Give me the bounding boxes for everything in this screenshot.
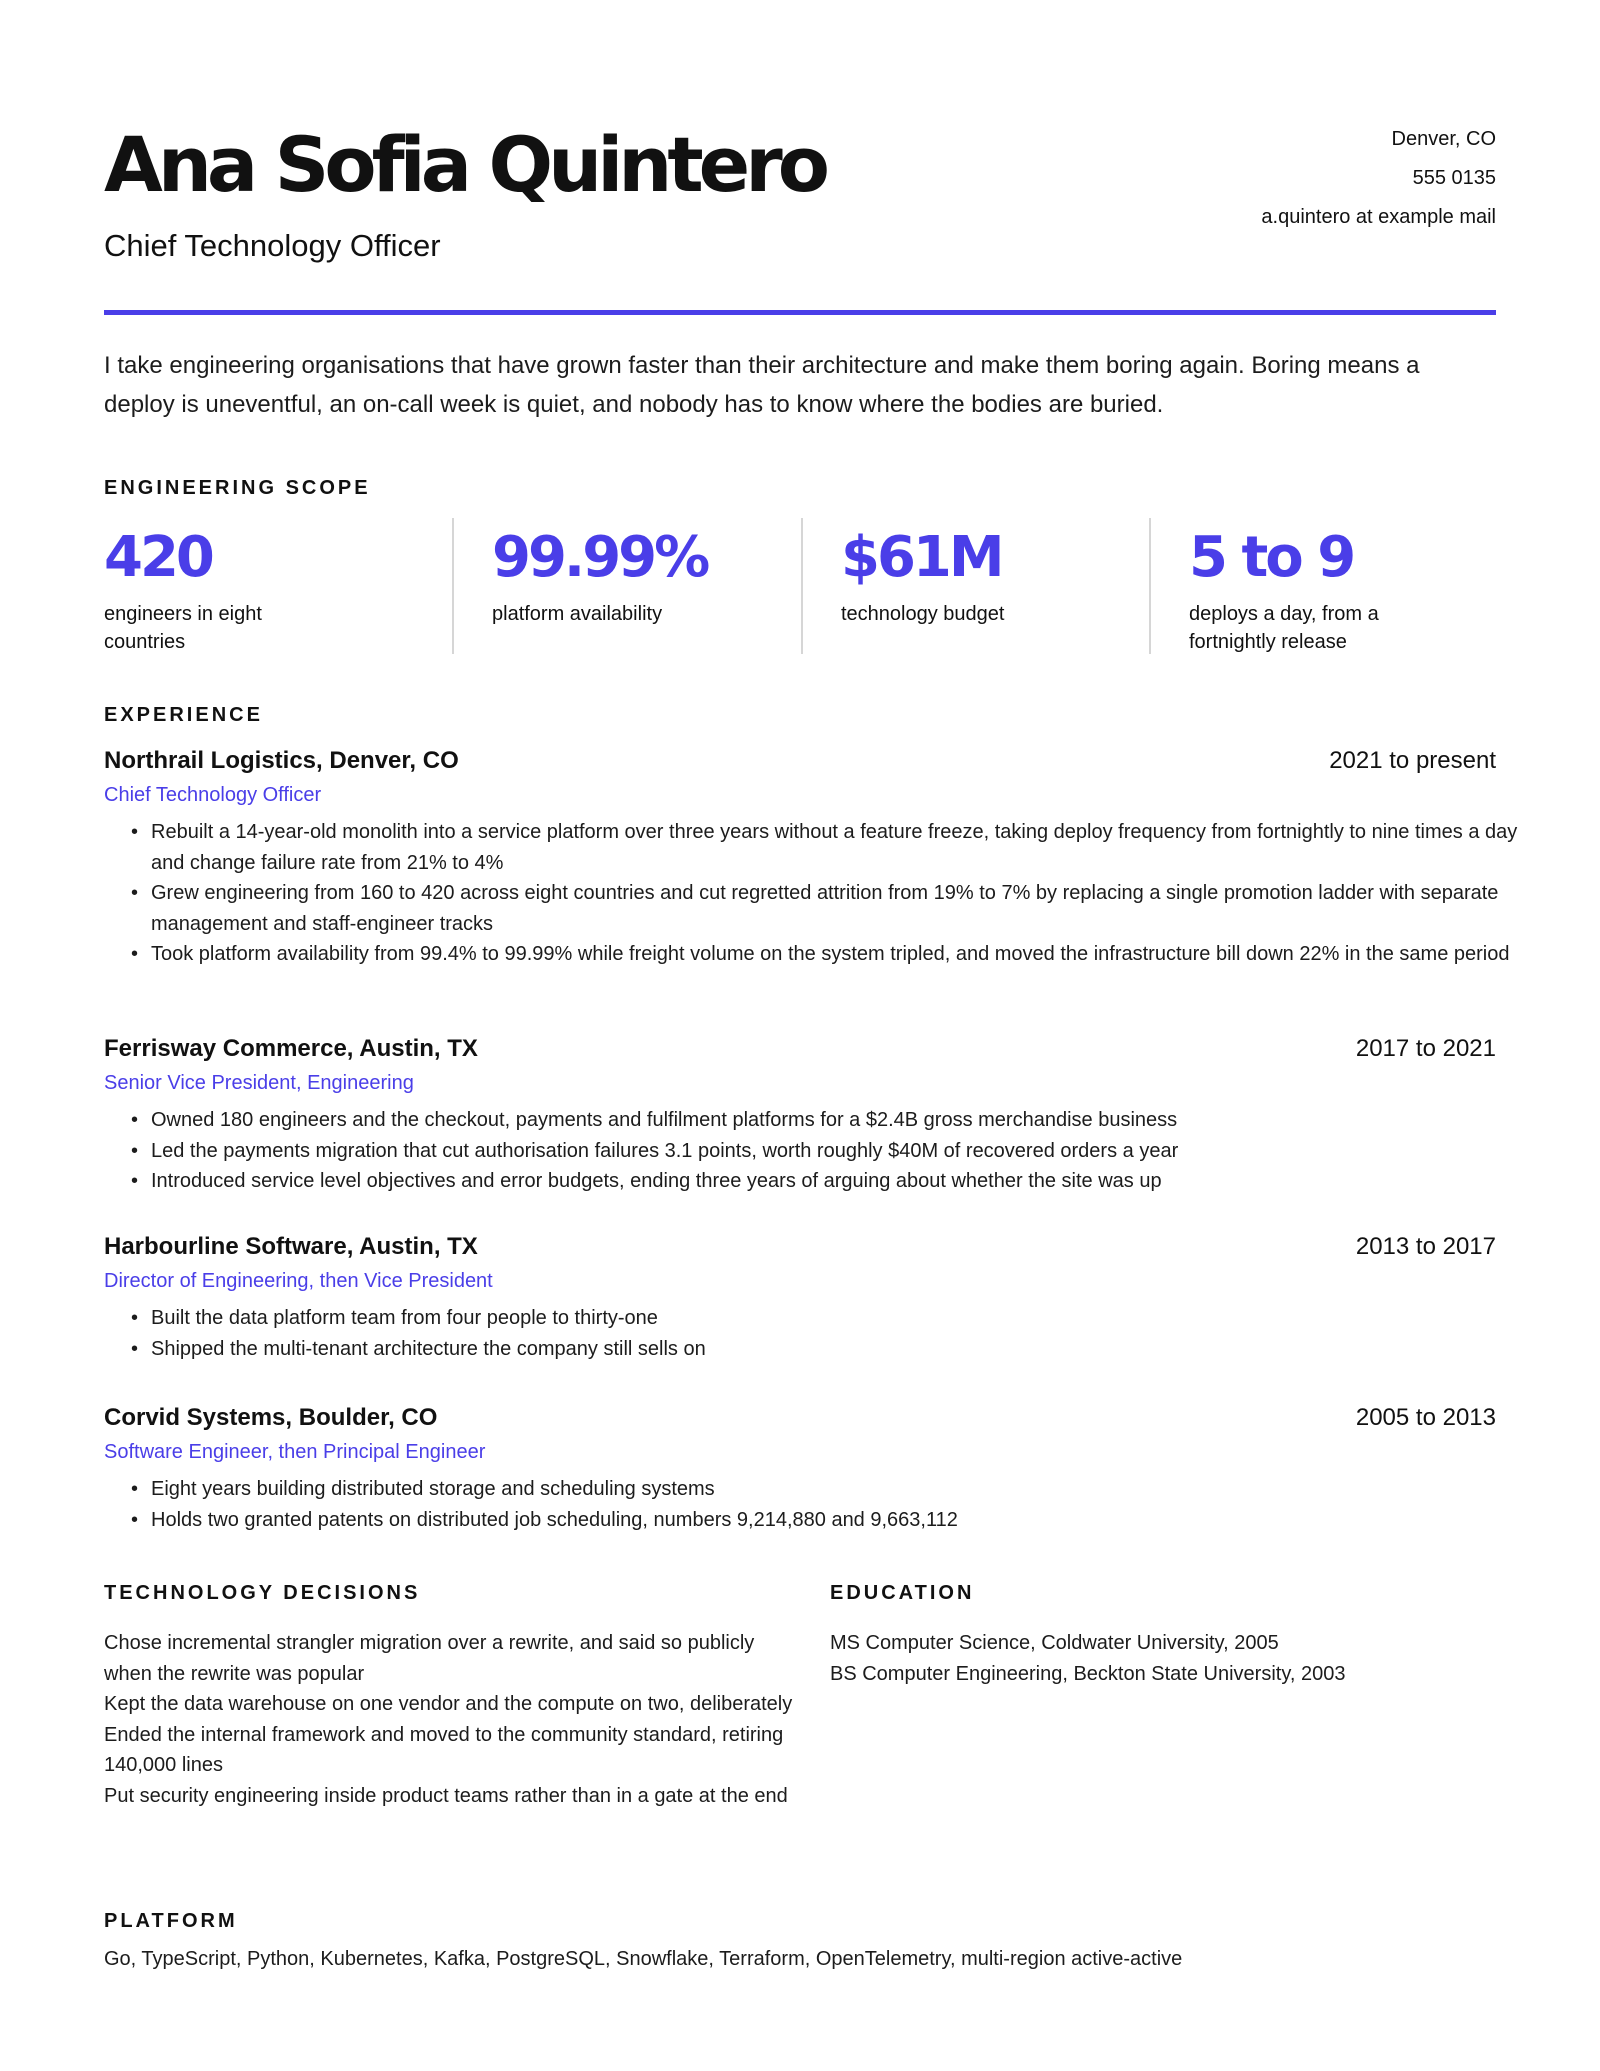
bullet-text: Introduced service level objectives and error budgets, ending three years of arguing about whether the site was up [151,1170,1162,1192]
job-entry [104,743,1524,970]
job-company: Harbourline Software, Austin, TX [104,1233,478,1260]
job-role: Director of Engineering, then Vice President [104,1270,493,1292]
job-company: Northrail Logistics, Denver, CO [104,747,459,774]
education-section [830,1580,1496,1689]
metric-value: 5 to 9 [1189,525,1354,590]
list-item: Kept the data warehouse on one vendor and the compute on two, deliberately [104,1693,793,1715]
header-divider [104,310,1496,315]
job-entry [104,1229,1524,1364]
bullet-text: Holds two granted patents on distributed job scheduling, numbers 9,214,880 and 9,663,112 [151,1508,958,1531]
bullet-text: Took platform availability from 99.4% to 99.99% while freight volume on the system tripled, and moved the infrastructure bill down 22% in the same period [151,943,1510,965]
platform-section [104,1908,1496,1974]
job-company: Ferrisway Commerce, Austin, TX [104,1035,478,1062]
section-heading-platform: PLATFORM [104,1910,238,1932]
list-item: Ended the internal framework and moved to the community standard, retiring 140,000 lines [104,1723,784,1776]
technology-decisions-section [104,1580,794,1811]
list-item [104,817,1524,878]
job-bullets [104,1303,1524,1364]
platform-list: Go, TypeScript, Python, Kubernetes, Kafka, PostgreSQL, Snowflake, Terraform, OpenTelemetry, multi-region active-active [104,1948,1183,1970]
bullet-text: Owned 180 engineers and the checkout, payments and fulfilment platforms for a $2.4B gross merchandise business [151,1109,1178,1131]
bullet-text: Led the payments migration that cut authorisation failures 3.1 points, worth roughly $40M of recovered orders a year [151,1139,1179,1162]
job-dates: 2013 to 2017 [1355,1233,1496,1260]
section-heading-scope: ENGINEERING SCOPE [104,477,371,499]
job-header [104,1229,1524,1265]
bullet-dot: • [131,1139,139,1162]
metric-divider [1149,518,1151,654]
metric-value: $61M [841,525,1002,590]
section-heading-technology-decisions: TECHNOLOGY DECISIONS [104,1582,421,1604]
job-bullets [104,1105,1524,1197]
bullet-dot: • [131,821,139,843]
section-heading-experience: EXPERIENCE [104,704,263,726]
bullet-dot: • [131,1337,139,1360]
list-item [104,1474,1524,1505]
contact-phone: 555 0135 [1412,167,1496,189]
job-bullets [104,817,1524,970]
bullet-dot: • [131,1170,139,1192]
job-header [104,743,1524,779]
list-item [104,1105,1524,1136]
metric-value: 420 [104,525,212,590]
bullet-dot: • [131,943,139,965]
list-item [104,878,1524,939]
summary-paragraph: I take engineering organisations that have grown faster than their architecture and make them boring again. Boring means a deploy is uneventful, an on-call week is quiet, and nobody has to know where the bodies are buried. [104,352,1420,418]
job-entry [104,1400,1524,1535]
metric-label: engineers in eight countries [104,603,262,653]
job-header [104,1031,1524,1067]
bullet-text: Grew engineering from 160 to 420 across eight countries and cut regretted attrition from 19% to 7% by replacing a single promotion ladder with separate management and staff-engineer tracks [151,882,1499,935]
metric-divider [801,518,803,654]
bullet-dot: • [131,882,139,904]
technology-decisions-list [104,1628,794,1811]
job-role: Senior Vice President, Engineering [104,1072,414,1094]
job-dates: 2017 to 2021 [1355,1035,1496,1062]
job-dates: 2021 to present [1329,747,1496,774]
job-bullets [104,1474,1524,1535]
candidate-title: Chief Technology Officer [104,228,441,263]
list-item: BS Computer Engineering, Beckton State University, 2003 [830,1662,1346,1685]
job-dates: 2005 to 2013 [1355,1404,1496,1431]
list-item [104,1505,1524,1536]
metric-value: 99.99% [492,525,708,590]
resume-page [104,0,1518,2071]
scope-metrics [104,518,1496,654]
list-item: MS Computer Science, Coldwater University, 2005 [830,1632,1279,1654]
section-heading-education: EDUCATION [830,1582,975,1604]
contact-block [1261,120,1496,237]
list-item [104,1166,1524,1197]
bullet-dot: • [131,1307,139,1329]
job-header [104,1400,1524,1436]
bullet-text: Built the data platform team from four people to thirty-one [151,1307,658,1329]
bullet-dot: • [131,1109,139,1131]
contact-location: Denver, CO [1391,128,1496,150]
resume-header [104,118,1496,278]
list-item [104,1334,1524,1365]
bullet-text: Rebuilt a 14-year-old monolith into a service platform over three years without a feature freeze, taking deploy frequency from fortnightly to nine times a day and change failure rate from 21% to 4% [151,821,1518,874]
bullet-dot: • [131,1508,139,1531]
candidate-name: Ana Sofia Quintero [104,120,825,209]
list-item [104,939,1524,970]
education-list [830,1628,1496,1689]
metric-label: platform availability [492,603,663,625]
list-item [104,1136,1524,1167]
list-item [104,1303,1524,1334]
metric-label: deploys a day, from a fortnightly release [1189,603,1379,653]
bullet-text: Shipped the multi-tenant architecture the company still sells on [151,1337,706,1360]
metric-divider [452,518,454,654]
metric-label: technology budget [841,603,1005,625]
bullet-text: Eight years building distributed storage and scheduling systems [151,1478,715,1500]
job-role: Software Engineer, then Principal Engineer [104,1441,486,1463]
job-entry [104,1031,1524,1197]
list-item: Put security engineering inside product teams rather than in a gate at the end [104,1784,788,1807]
job-company: Corvid Systems, Boulder, CO [104,1404,438,1431]
list-item: Chose incremental strangler migration over a rewrite, and said so publicly when the rewrite was popular [104,1632,755,1685]
bullet-dot: • [131,1478,139,1500]
job-role: Chief Technology Officer [104,784,322,806]
contact-email: a.quintero at example mail [1261,206,1496,228]
